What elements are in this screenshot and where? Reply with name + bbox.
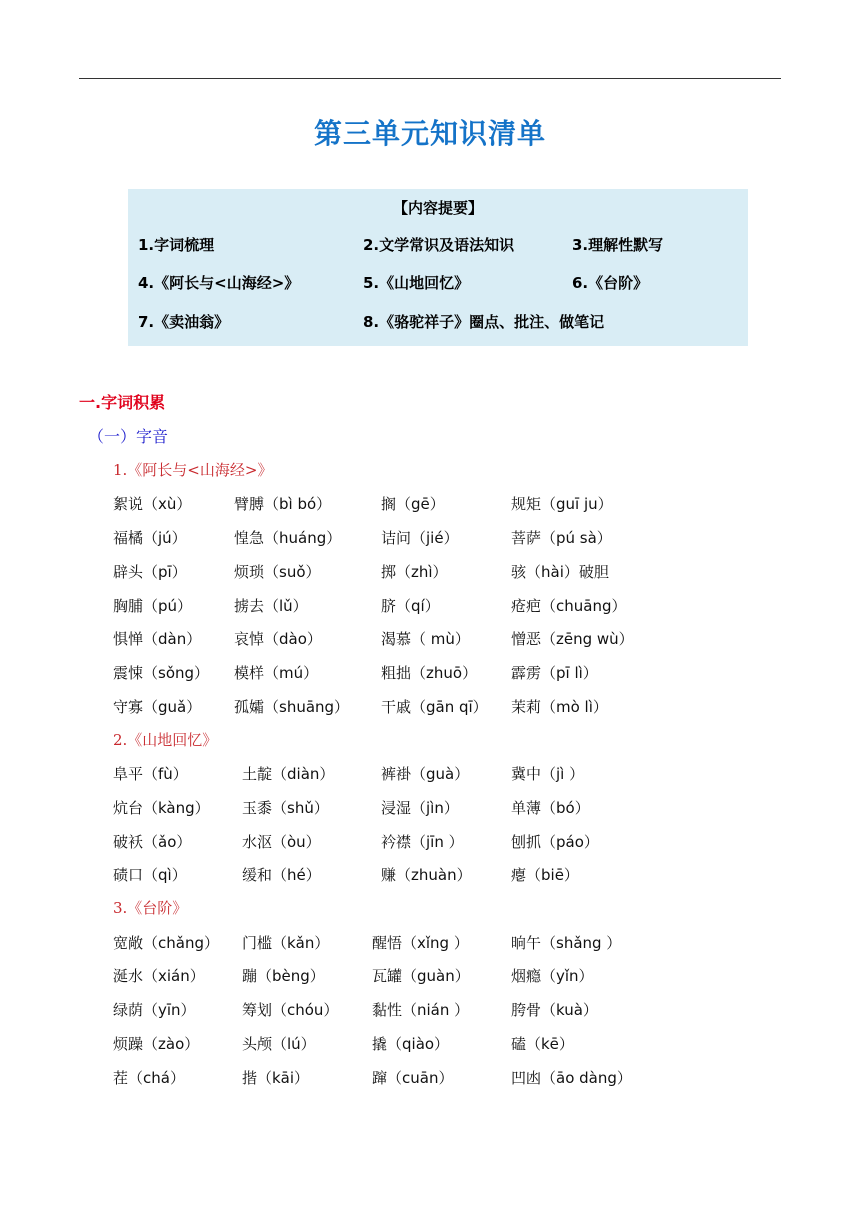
word-entry: 土靛（diàn）	[242, 765, 335, 783]
word-entry: 渴慕（ mù）	[381, 630, 470, 648]
section-heading: 一.字词积累	[79, 393, 166, 412]
word-entry: 炕台（kàng）	[113, 799, 210, 817]
summary-item: 3.理解性默写	[572, 236, 664, 254]
word-entry: 浸湿（jìn）	[381, 799, 459, 817]
word-entry: 掳去（lǔ）	[234, 597, 308, 615]
summary-item: 6.《台阶》	[572, 274, 649, 292]
word-entry: 哀悼（dào）	[234, 630, 322, 648]
word-entry: 茉莉（mò lì）	[511, 698, 608, 716]
word-entry: 磕（kē）	[511, 1035, 574, 1053]
word-entry: 惧惮（dàn）	[113, 630, 202, 648]
word-entry: 黏性（nián ）	[372, 1001, 470, 1019]
summary-item: 4.《阿长与<山海经>》	[138, 274, 300, 292]
word-entry: 孤孀（shuāng）	[234, 698, 350, 716]
word-entry: 刨抓（páo）	[511, 833, 599, 851]
word-entry: 门槛（kǎn）	[242, 934, 330, 952]
word-entry: 胸脯（pú）	[113, 597, 193, 615]
word-entry: 搁（gē）	[381, 495, 445, 513]
word-entry: 辟头（pī）	[113, 563, 187, 581]
word-entry: 霹雳（pī lì）	[511, 664, 598, 682]
word-entry: 揩（kāi）	[242, 1069, 310, 1087]
word-entry: 玉黍（shǔ）	[242, 799, 329, 817]
word-entry: 烦琐（suǒ）	[234, 563, 321, 581]
summary-heading: 【内容提要】	[392, 199, 483, 217]
word-entry: 破袄（ǎo）	[113, 833, 192, 851]
word-entry: 阜平（fù）	[113, 765, 188, 783]
summary-item: 8.《骆驼祥子》圈点、批注、做笔记	[363, 313, 605, 331]
word-entry: 晌午（shǎng ）	[511, 934, 622, 952]
word-entry: 缓和（hé）	[242, 866, 321, 884]
subsection-heading: （一）字音	[88, 427, 169, 446]
word-entry: 粗拙（zhuō）	[381, 664, 478, 682]
word-entry: 筹划（chóu）	[242, 1001, 339, 1019]
word-entry: 臂膊（bì bó）	[234, 495, 332, 513]
summary-item: 2.文学常识及语法知识	[363, 236, 515, 254]
word-entry: 惶急（huáng）	[234, 529, 342, 547]
word-entry: 赚（zhuàn）	[381, 866, 472, 884]
word-entry: 瓦罐（guàn）	[372, 967, 470, 985]
word-entry: 烟瘾（yǐn）	[511, 967, 594, 985]
word-entry: 单薄（bó）	[511, 799, 590, 817]
word-entry: 裤褂（guà）	[381, 765, 470, 783]
word-entry: 诘问（jié）	[381, 529, 459, 547]
word-entry: 骇（hài）破胆	[511, 563, 609, 581]
summary-item: 7.《卖油翁》	[138, 313, 230, 331]
word-entry: 衿襟（jīn ）	[381, 833, 464, 851]
word-entry: 憎恶（zēng wù）	[511, 630, 634, 648]
word-entry: 碛口（qì）	[113, 866, 187, 884]
word-entry: 规矩（guī ju）	[511, 495, 613, 513]
word-entry: 掷（zhì）	[381, 563, 448, 581]
word-entry: 干戚（gān qī）	[381, 698, 488, 716]
word-entry: 胯骨（kuà）	[511, 1001, 598, 1019]
page-title: 第三单元知识清单	[313, 117, 546, 150]
word-entry: 头颅（lú）	[242, 1035, 316, 1053]
word-entry: 蹿（cuān）	[372, 1069, 454, 1087]
word-entry: 守寡（guǎ）	[113, 698, 202, 716]
word-entry: 烦躁（zào）	[113, 1035, 200, 1053]
word-entry: 脐（qí）	[381, 597, 440, 615]
top-rule	[79, 78, 781, 79]
word-entry: 疮疤（chuāng）	[511, 597, 627, 615]
word-entry: 絮说（xù）	[113, 495, 192, 513]
word-entry: 冀中（jì ）	[511, 765, 585, 783]
group-title: 2.《山地回忆》	[113, 731, 218, 749]
word-entry: 凹凼（āo dàng）	[511, 1069, 632, 1087]
word-entry: 水沤（òu）	[242, 833, 321, 851]
word-entry: 模样（mú）	[234, 664, 319, 682]
word-entry: 蹦（bèng）	[242, 967, 325, 985]
word-entry: 撬（qiào）	[372, 1035, 450, 1053]
word-entry: 宽敞（chǎng）	[113, 934, 219, 952]
summary-item: 1.字词梳理	[138, 236, 215, 254]
word-entry: 绿荫（yīn）	[113, 1001, 196, 1019]
word-entry: 瘪（biē）	[511, 866, 579, 884]
word-entry: 茬（chá）	[113, 1069, 185, 1087]
content-summary-box	[128, 189, 748, 346]
word-entry: 涎水（xián）	[113, 967, 205, 985]
word-entry: 福橘（jú）	[113, 529, 187, 547]
group-title: 1.《阿长与<山海经>》	[113, 461, 273, 479]
group-title: 3.《台阶》	[113, 899, 188, 917]
word-entry: 醒悟（xǐng ）	[372, 934, 469, 952]
summary-item: 5.《山地回忆》	[363, 274, 470, 292]
word-entry: 震悚（sǒng）	[113, 664, 210, 682]
word-entry: 菩萨（pú sà）	[511, 529, 612, 547]
